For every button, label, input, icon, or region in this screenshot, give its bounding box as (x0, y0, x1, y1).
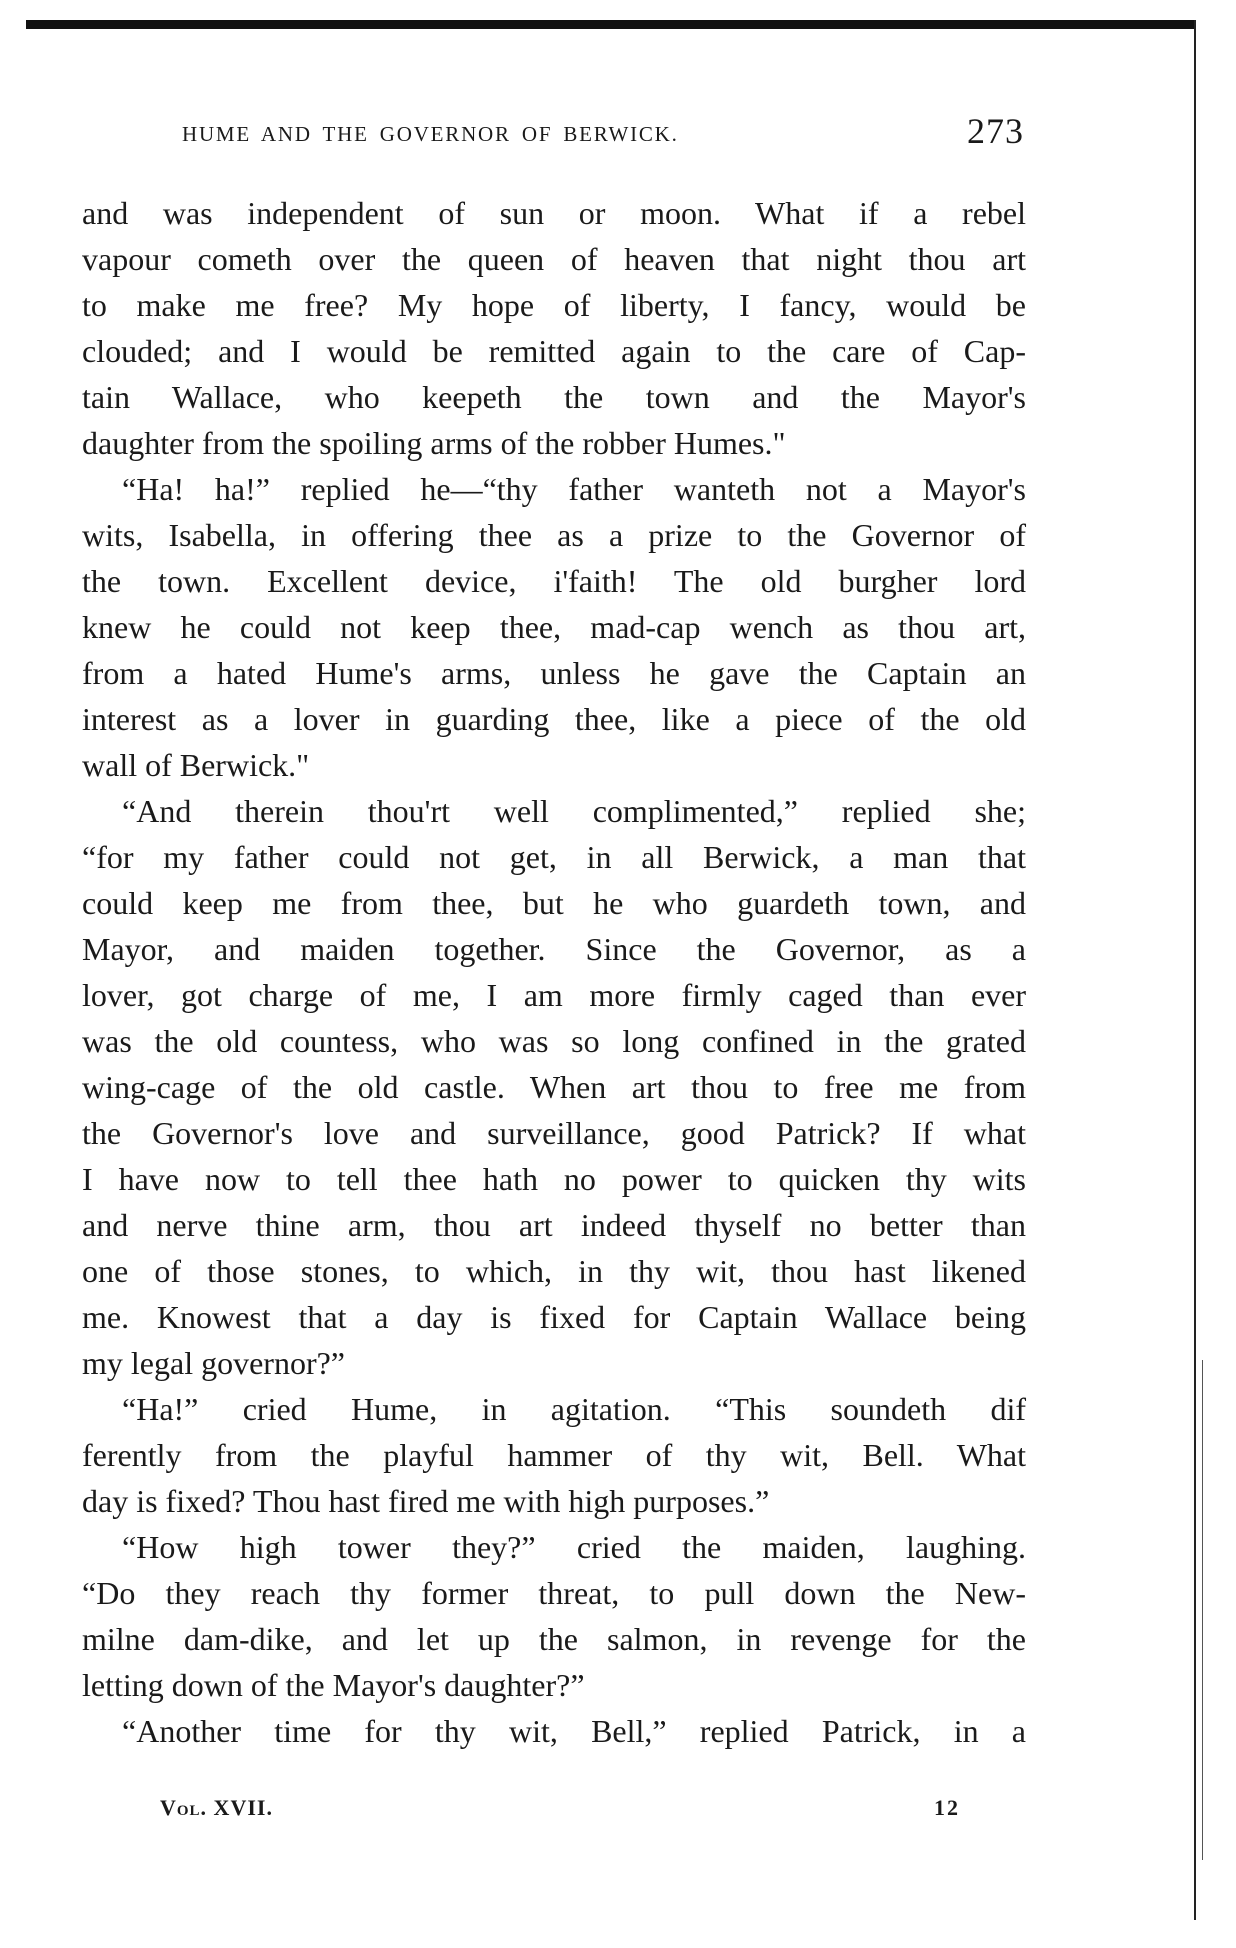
text-line: to make me free? My hope of liberty, I fancy, would be (82, 287, 1026, 323)
text-line: one of those stones, to which, in thy wit, thou hast likened (82, 1253, 1026, 1289)
text-line: lover, got charge of me, I am more firmly caged than ever (82, 977, 1026, 1013)
text-line: could keep me from thee, but he who guardeth town, and (82, 885, 1026, 921)
page-footer (160, 1795, 960, 1835)
text-line: wall of Berwick." (82, 747, 310, 783)
text-line: tain Wallace, who keepeth the town and the Mayor's (82, 379, 1026, 415)
text-line: me. Knowest that a day is fixed for Captain Wallace being (82, 1299, 1026, 1335)
text-line: “for my father could not get, in all Berwick, a man that (82, 839, 1026, 875)
running-head (82, 110, 1026, 154)
text-line: was the old countess, who was so long confined in the grated (82, 1023, 1026, 1059)
running-head-title: HUME AND THE GOVERNOR OF BERWICK. (182, 122, 679, 146)
text-line: the Governor's love and surveillance, good Patrick? If what (82, 1115, 1026, 1151)
text-line: “And therein thou'rt well complimented,” replied she; (122, 793, 1026, 829)
signature-mark: 12 (934, 1795, 960, 1820)
page-edge-line (1194, 20, 1196, 1920)
text-line: “How high tower they?” cried the maiden, laughing. (122, 1529, 1026, 1565)
volume-label: Vol. XVII. (160, 1795, 273, 1820)
text-line: clouded; and I would be remitted again to the care of Cap- (82, 333, 1026, 369)
text-line: wing-cage of the old castle. When art thou to free me from (82, 1069, 1026, 1105)
text-line: from a hated Hume's arms, unless he gave the Captain an (82, 655, 1026, 691)
text-line: day is fixed? Thou hast fired me with high purposes.” (82, 1483, 770, 1519)
page-number: 273 (967, 111, 1024, 151)
text-line: milne dam-dike, and let up the salmon, in revenge for the (82, 1621, 1026, 1657)
text-line: “Ha!” cried Hume, in agitation. “This soundeth dif (122, 1391, 1026, 1427)
text-line: and was independent of sun or moon. What if a rebel (82, 195, 1026, 231)
text-line: I have now to tell thee hath no power to quicken thy wits (82, 1161, 1026, 1197)
text-line: the town. Excellent device, i'faith! The old burgher lord (82, 563, 1026, 599)
top-rule (26, 20, 1194, 29)
text-line: knew he could not keep thee, mad-cap wench as thou art, (82, 609, 1026, 645)
text-line: interest as a lover in guarding thee, like a piece of the old (82, 701, 1026, 737)
body-text (82, 190, 1026, 1754)
text-line: daughter from the spoiling arms of the robber Humes." (82, 425, 786, 461)
text-line: ferently from the playful hammer of thy wit, Bell. What (82, 1437, 1026, 1473)
text-line: vapour cometh over the queen of heaven that night thou art (82, 241, 1026, 277)
text-line: wits, Isabella, in offering thee as a prize to the Governor of (82, 517, 1026, 553)
text-line: “Do they reach thy former threat, to pull down the New- (82, 1575, 1026, 1611)
page-edge-line-inner (1202, 1360, 1203, 1860)
text-line: and nerve thine arm, thou art indeed thyself no better than (82, 1207, 1026, 1243)
text-line: “Ha! ha!” replied he—“thy father wanteth not a Mayor's (122, 471, 1026, 507)
text-line: my legal governor?” (82, 1345, 345, 1381)
text-line: Mayor, and maiden together. Since the Governor, as a (82, 931, 1026, 967)
text-line: “Another time for thy wit, Bell,” replied Patrick, in a (122, 1713, 1026, 1749)
text-line: letting down of the Mayor's daughter?” (82, 1667, 585, 1703)
